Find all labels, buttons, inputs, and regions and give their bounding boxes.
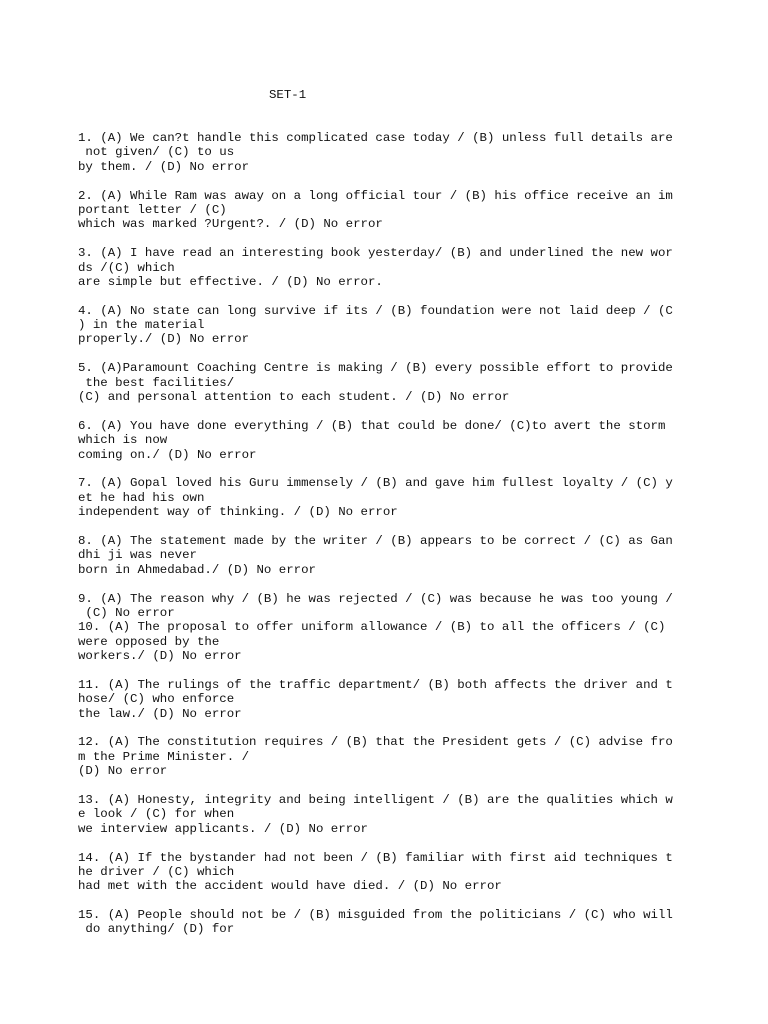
question-7 <box>78 476 698 519</box>
question-line: the law./ (D) No error <box>78 706 242 721</box>
question-line: 2. (A) While Ram was away on a long official tour / (B) his office receive an im <box>78 188 673 203</box>
question-line: 1. (A) We can?t handle this complicated case today / (B) unless full details are <box>78 131 673 145</box>
question-line: born in Ahmedabad./ (D) No error <box>78 562 316 577</box>
question-line: workers./ (D) No error <box>78 649 242 664</box>
question-line: he driver / (C) which <box>78 864 235 879</box>
question-11 <box>78 678 698 721</box>
question-line: 9. (A) The reason why / (B) he was rejected / (C) was because he was too young / <box>78 591 673 606</box>
question-15 <box>78 908 698 937</box>
question-line: 7. (A) Gopal loved his Guru immensely / (B) and gave him fullest loyalty / (C) y <box>78 476 673 491</box>
question-6 <box>78 419 698 462</box>
question-line: 8. (A) The statement made by the writer / (B) appears to be correct / (C) as Gan <box>78 533 673 548</box>
question-line: (C) No error <box>78 605 175 620</box>
question-5 <box>78 361 698 404</box>
question-2 <box>78 189 698 232</box>
question-line: were opposed by the <box>78 634 220 649</box>
question-line: do anything/ (D) for <box>78 922 235 937</box>
question-line: which was marked ?Urgent?. / (D) No error <box>78 217 383 232</box>
question-line: 10. (A) The proposal to offer uniform allowance / (B) to all the officers / (C) <box>78 620 666 635</box>
question-line: are simple but effective. / (D) No error. <box>78 274 383 289</box>
set-title: SET-1 <box>269 88 307 102</box>
question-line: et he had his own <box>78 490 205 505</box>
question-line: 3. (A) I have read an interesting book yesterday/ (B) and underlined the new wor <box>78 246 673 261</box>
question-10 <box>78 620 698 663</box>
question-line: the best facilities/ <box>78 375 235 390</box>
question-line: 4. (A) No state can long survive if its / (B) foundation were not laid deep / (C <box>78 303 673 318</box>
question-4 <box>78 304 698 347</box>
question-line: m the Prime Minister. / <box>78 749 250 764</box>
question-line: e look / (C) for when <box>78 807 235 822</box>
question-line: 12. (A) The constitution requires / (B) that the President gets / (C) advise fro <box>78 735 673 750</box>
question-8 <box>78 534 698 577</box>
question-line: 14. (A) If the bystander had not been / (B) familiar with first aid techniques t <box>78 850 673 865</box>
question-14 <box>78 851 698 894</box>
question-line: 15. (A) People should not be / (B) misguided from the politicians / (C) who will <box>78 908 673 923</box>
question-line: portant letter / (C) <box>78 202 227 217</box>
question-line: (D) No error <box>78 764 168 779</box>
question-line: which is now <box>78 433 168 448</box>
question-line: by them. / (D) No error <box>78 159 250 174</box>
question-line: 13. (A) Honesty, integrity and being intelligent / (B) are the qualities which w <box>78 792 673 807</box>
question-3 <box>78 246 698 289</box>
question-line: coming on./ (D) No error <box>78 447 257 462</box>
question-1 <box>78 131 698 174</box>
question-list <box>78 131 698 951</box>
question-line: dhi ji was never <box>78 548 197 563</box>
question-line: (C) and personal attention to each student. / (D) No error <box>78 390 510 405</box>
question-line: ) in the material <box>78 318 205 333</box>
question-line: hose/ (C) who enforce <box>78 692 235 707</box>
question-line: had met with the accident would have died. / (D) No error <box>78 879 502 894</box>
question-line: 6. (A) You have done everything / (B) that could be done/ (C)to avert the storm <box>78 418 666 433</box>
question-9 <box>78 592 698 621</box>
question-line: not given/ (C) to us <box>78 145 235 160</box>
question-line: independent way of thinking. / (D) No error <box>78 505 398 520</box>
question-line: 11. (A) The rulings of the traffic department/ (B) both affects the driver and t <box>78 677 673 692</box>
question-line: properly./ (D) No error <box>78 332 250 347</box>
question-12 <box>78 735 698 778</box>
question-line: ds /(C) which <box>78 260 175 275</box>
question-line: 5. (A)Paramount Coaching Centre is making / (B) every possible effort to provide <box>78 361 673 376</box>
question-13 <box>78 793 698 836</box>
question-line: we interview applicants. / (D) No error <box>78 821 368 836</box>
